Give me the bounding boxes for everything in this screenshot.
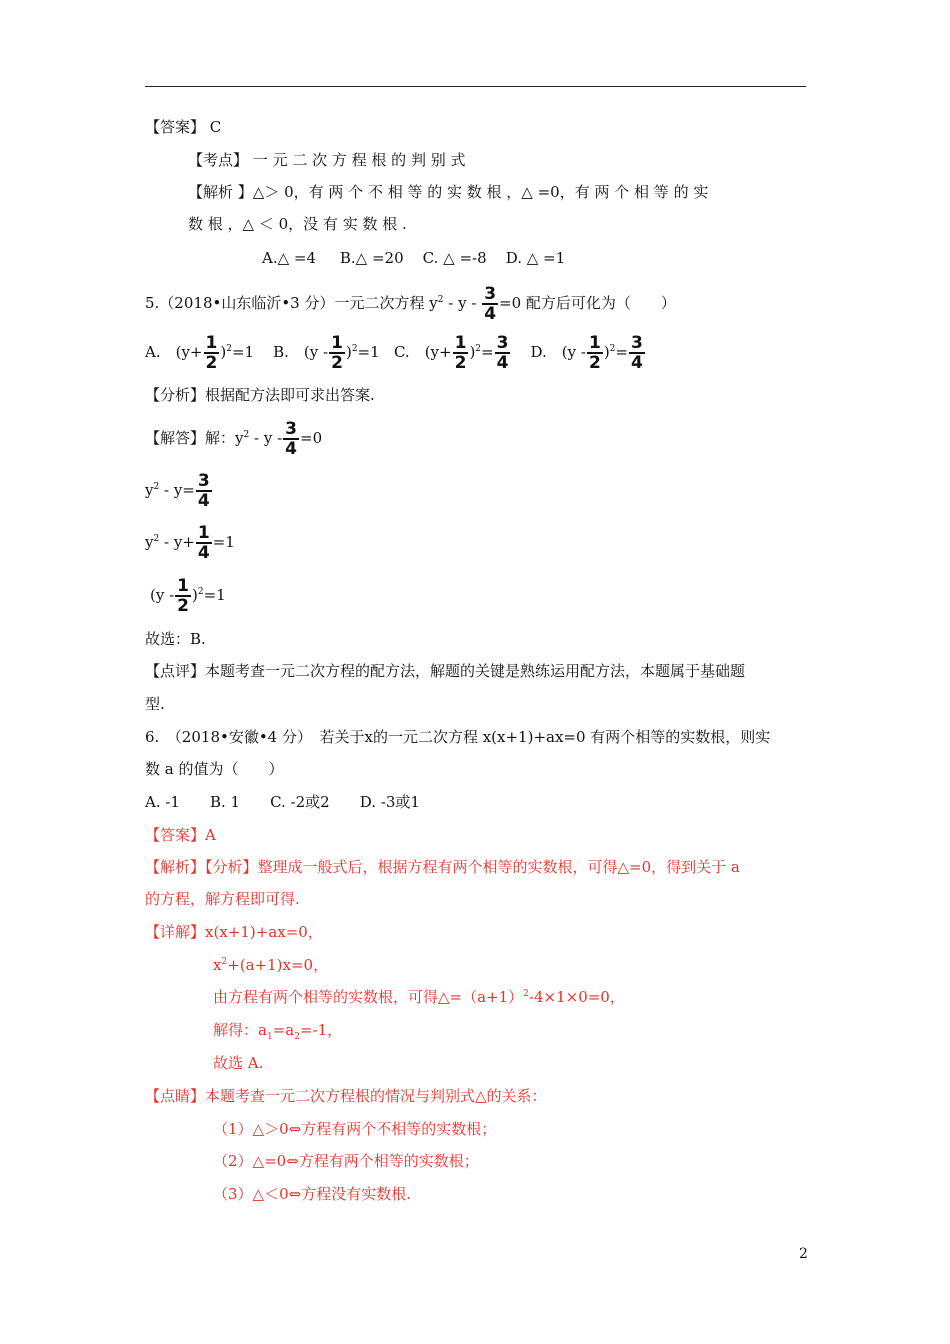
q5-stem: 5.（2018•山东临沂•3 分）一元二次方程 $y^2$ - y - $\frac{3}{4}$ =0 配方后可化为（ ）	[145, 284, 676, 324]
q6-xiangjie-line4: 解得：$a_1=a_2=-1$，	[213, 1021, 343, 1042]
header-rule	[145, 86, 806, 87]
q5-fenxi: 【分析】根据配方法即可求出答案.	[145, 386, 375, 404]
q5-jieda: 【解答】解：$y^2$ - y - $\frac{3}{4}$ =0	[145, 419, 323, 459]
q5-step3: $y^2 - y+$ $\frac{1}{4}$ =1	[145, 523, 235, 563]
q5-options	[145, 332, 646, 372]
q6-rule-2: （2）△=0⇔方程有两个相等的实数根；	[213, 1152, 479, 1170]
q4-jiexi-line2: 数 根 ，△ ＜ 0，没 有 实 数 根 .	[188, 215, 407, 233]
q4-answer: 【答案】 C	[145, 118, 222, 136]
q6-stem-line2: 数 a 的值为（ ）	[145, 760, 284, 778]
q6-xiangjie-line2: $x^2+(a+1)x=0$，	[213, 956, 329, 974]
q6-xiangjie-line3: 由方程有两个相等的实数根，可得$\triangle=(a+1)^2-4\times 1\times 0=0$，	[213, 988, 625, 1006]
q5-dianping-line2: 型.	[145, 695, 165, 713]
q5-option-a: A. (y+ $\frac{1}{2}$ )$^2$=1	[145, 333, 255, 373]
fraction-3-4: $\frac{3}{4}$	[484, 284, 497, 324]
q6-guxuan: 故选 A.	[213, 1054, 264, 1072]
q5-step4: (y - $\frac{1}{2}$ )$^2$=1	[150, 576, 226, 616]
q4-jiexi-line1: 【解析 】△＞ 0，有 两 个 不 相 等 的 实 数 根 ，△ =0，有 两 个 相 等 的 实	[188, 183, 709, 201]
q6-answer: 【答案】A	[145, 826, 216, 844]
q6-jiexi-line2: 的方程，解方程即可得.	[145, 890, 300, 908]
q5-option-d: D. (y - $\frac{1}{2}$ )$^2$= $\frac{3}{4}$	[530, 333, 643, 373]
q5-step2: $y^2 - y=$ $\frac{3}{4}$	[145, 471, 210, 511]
q5-guxuan: 故选：B.	[145, 630, 206, 648]
q6-jiexi-line1: 【解析】【分析】整理成一般式后，根据方程有两个相等的实数根，可得△=0，得到关于 a	[145, 858, 740, 876]
q6-rule-1: （1）△＞0⇔方程有两个不相等的实数根；	[213, 1120, 497, 1138]
q5-option-b: B. (y - $\frac{1}{2}$ )$^2$=1	[273, 333, 380, 373]
q6-dianjing: 【点睛】本题考查一元二次方程根的情况与判别式△的关系：	[145, 1087, 547, 1105]
q6-choices: A. -1 B. 1 C. -2或2 D. -3或1	[145, 793, 420, 811]
q4-kaodian: 【考点】 一 元 二 次 方 程 根 的 判 别 式	[188, 151, 466, 169]
q5-dianping-line1: 【点评】本题考查一元二次方程的配方法，解题的关键是熟练运用配方法，本题属于基础题	[145, 662, 746, 680]
q6-xiangjie-line1: 【详解】x(x+1)+ax=0，	[145, 923, 323, 941]
page-number: 2	[799, 1246, 808, 1262]
q5-option-c: C. (y+ $\frac{1}{2}$ )$^2$= $\frac{3}{4}$	[393, 333, 509, 373]
q6-stem-line1: 6. （2018•安徽•4 分） 若关于x的一元二次方程 x(x+1)+ax=0 有两个相等的实数根，则实	[145, 728, 771, 746]
q4-choices: A.△ =4 B.△ =20 C. △ =-8 D. △ =1	[262, 249, 566, 267]
q6-rule-3: （3）△＜0⇔方程没有实数根.	[213, 1185, 411, 1203]
